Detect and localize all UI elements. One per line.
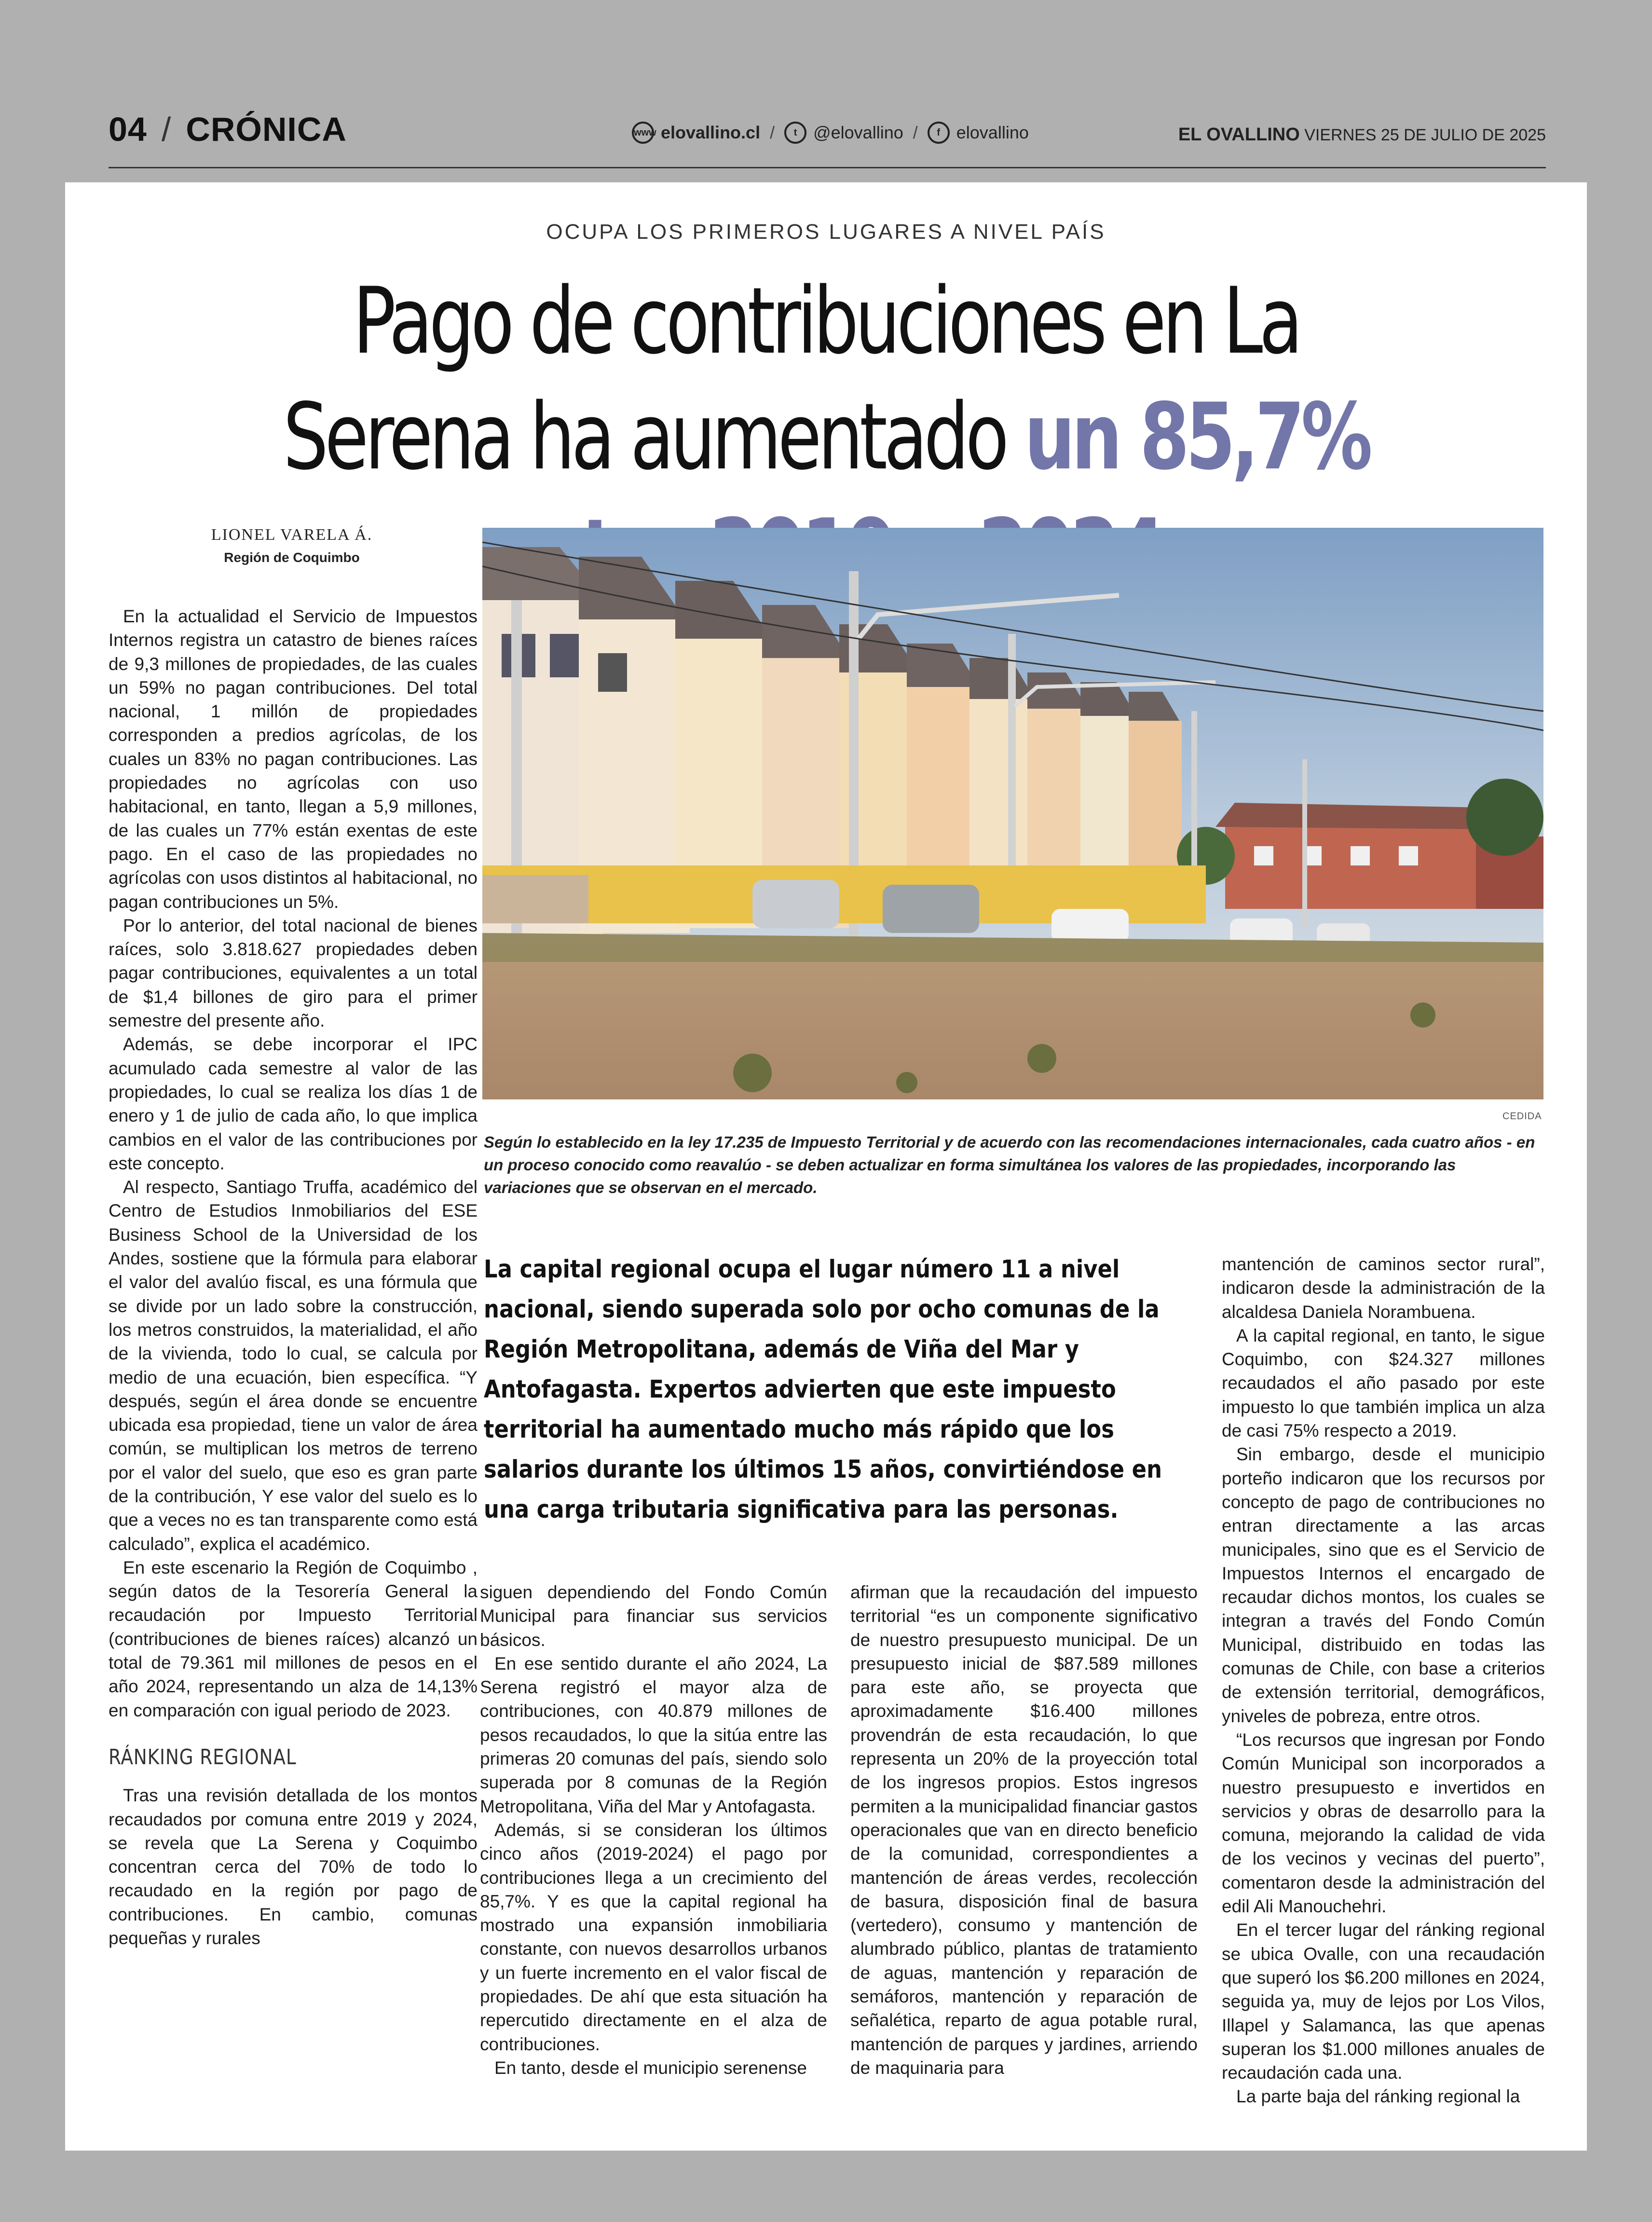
header-divider	[109, 167, 1546, 168]
section-label	[109, 110, 347, 149]
paragraph: En la actualidad el Servicio de Impuestos Internos registra un catastro de bienes raíces de 9,3 millones de propiedades, de las cuales un 59% no pagan contribuciones. Del total nacional, 1 millón de propiedades corresponden a predios agrícolas, de los cuales un 83% no pagan contribuciones. Las propiedades no agrícolas con uso habitacional, en tanto, llegan a 5,9 millones, de las cuales un 77% están exentas de este pago. En el caso de las propiedades no agrícolas con usos distintos al habitacional, no pagan contribuciones un 5%.	[109, 606, 478, 912]
photo-credit: CEDIDA	[1502, 1111, 1542, 1122]
social-links	[632, 122, 1029, 144]
body-column-4	[1222, 1252, 1545, 2109]
body-column-2	[480, 1580, 827, 2080]
issue-date: VIERNES 25 DE JULIO DE 2025	[1304, 126, 1546, 144]
article-page	[65, 182, 1587, 2151]
article-photo	[482, 528, 1543, 1099]
paragraph: A la capital regional, en tanto, le sigue Coquimbo, con $24.327 millones recaudados el año pasado por este impuesto lo que también implica un alza de casi 75% respecto a 2019.	[1222, 1325, 1545, 1441]
author-name: LIONEL VARELA Á.	[211, 526, 373, 544]
headline-highlight: un 85,7%	[1024, 384, 1369, 490]
paragraph: Tras una revisión detallada de los montos recaudados por comuna entre 2019 y 2024, se revela que La Serena y Coquimbo concentran cerca del 70% de todo lo recaudado en la región por pago de contribuciones. En cambio, comunas pequeñas y rurales	[109, 1785, 478, 1948]
paragraph: En el tercer lugar del ránking regional se ubica Ovalle, con una recaudación que superó los $6.200 millones en 2024, seguida ya, muy de lejos por Los Vilos, Illapel y Salamanca, las que apenas superan los $1.000 millones anuales de recaudación cada una.	[1222, 1920, 1545, 2083]
section-name: CRÓNICA	[186, 110, 347, 148]
article-lead: La capital regional ocupa el lugar número 11 a nivel nacional, siendo superada solo por ocho comunas de la Región Metropolitana, además de Viña del Mar y Antofagasta. Expertos advierten que este impuesto territorial ha aumentado mucho más rápido que los salarios durante los últimos 15 años, convirtiéndose en una carga tributaria significativa para las personas.	[484, 1255, 1162, 1524]
body-column-1	[109, 604, 478, 1950]
social-separator: /	[770, 123, 775, 142]
paragraph: afirman que la recaudación del impuesto territorial “es un componente significativo de nuestro presupuesto municipal. De un presupuesto inicial de $87.589 millones para este año, se proyecta que aproximadamente $16.400 millones provendrán de esta recaudación, lo que representa un 20% de la proyección total de los ingresos propios. Estos ingresos permiten a la municipalidad financiar gastos operacionales que van en directo beneficio de la comunidad, correspondientes a mantención de áreas verdes, recolección de basura, disposición final de basura (vertedero), consumo y mantención de alumbrado público, plantas de tratamiento de aguas, mantención y reparación de semáforos, mantención y reparación de señalética, reparto de agua potable rural, mantención de parques y jardines, arriendo de maquinaria para	[850, 1582, 1198, 2078]
photo-caption: Según lo establecido en la ley 17.235 de Impuesto Territorial y de acuerdo con las recomendaciones internacionales, cada cuatro años - en un proceso conocido como reavalúo - se deben actualizar en forma simultánea los valores de las propiedades, incorporando las variaciones que se observan en el mercado.	[484, 1133, 1535, 1196]
paragraph: Además, se debe incorporar el IPC acumulado cada semestre al valor de las propiedades, lo cual se realiza los días 1 de enero y 1 de julio de cada año, lo que implica cambios en el valor de las contribuciones por este concepto.	[109, 1034, 478, 1173]
facebook-icon: f	[928, 122, 950, 144]
paragraph: La parte baja del ránking regional la	[1236, 2086, 1520, 2107]
paragraph: En tanto, desde el municipio serenense	[494, 2057, 807, 2078]
facebook-handle[interactable]: elovallino	[956, 123, 1029, 142]
section-subhead: RÁNKING REGIONAL	[109, 1744, 297, 1769]
paragraph: mantención de caminos sector rural”, indicaron desde la administración de la alcaldesa Daniela Norambuena.	[1222, 1254, 1545, 1322]
paper-name: EL OVALLINO	[1178, 124, 1300, 145]
twitter-icon: t	[784, 122, 806, 144]
paragraph: En este escenario la Región de Coquimbo , según datos de la Tesorería General la recaudación por Impuesto Territorial (contribuciones de bienes raíces) alcanzó un total de 79.361 mil millones de pesos en el año 2024, representando un alza de 14,13% en comparación con igual periodo de 2023.	[109, 1557, 478, 1720]
housing-street-photo	[482, 528, 1543, 1099]
page-number: 04	[109, 110, 147, 148]
paragraph: Sin embargo, desde el municipio porteño indicaron que los recursos por concepto de pago de contribuciones no entran directamente a las arcas municipales, sino que es el Servicio de Impuestos Internos el encargado de recaudar dichos montos, los cuales se integran a través del Fondo Común Municipal, distribuido en todas las comunas de Chile, con base a criterios de extensión territorial, demográficos, yniveles de pobreza, entre otros.	[1222, 1444, 1545, 1726]
issue-info	[1178, 124, 1546, 145]
paragraph: En ese sentido durante el año 2024, La Serena registró el mayor alza de contribuciones, con 40.879 millones de pesos recaudados, lo que la sitúa entre las primeras 20 comunas del país, siendo solo superada por 8 comunas de la Región Metropolitana, Viña del Mar y Antofagasta.	[480, 1653, 827, 1816]
paragraph: Además, si se consideran los últimos cinco años (2019-2024) el pago por contribuciones llega a un crecimiento del 85,7%. Y es que la capital regional ha mostrado una expansión inmobiliaria constante, con nuevos desarrollos urbanos y un fuerte incremento en el valor fiscal de propiedades. De ahí que esta situación ha repercutido directamente en el alza de contribuciones.	[480, 1820, 827, 2054]
site-link[interactable]: elovallino.cl	[661, 123, 761, 142]
article-kicker: OCUPA LOS PRIMEROS LUGARES A NIVEL PAÍS	[546, 220, 1106, 244]
twitter-handle[interactable]: @elovallino	[813, 123, 903, 142]
globe-icon: www	[632, 122, 654, 144]
page-header	[0, 0, 1652, 169]
author-region: Región de Coquimbo	[224, 550, 360, 565]
paragraph: Al respecto, Santiago Truffa, académico del Centro de Estudios Inmobiliarios del ESE Business School de la Universidad de los Andes, sostiene que la fórmula para elaborar el valor del avalúo fiscal, es una fórmula que se divide por un lado sobre la construcción, los metros construidos, la materialidad, el año de la vivienda, todo lo cual, se calcula por medio de una ecuación, bien específica. “Y después, según el área donde se encuentre ubicada esa propiedad, tiene un valor de área común, se multiplican los metros de terreno por el valor del suelo, que eso es gran parte de la contribución, Y ese valor del suelo es lo que a veces no es tan transparente como está calculado”, explica el académico.	[109, 1177, 478, 1554]
paragraph: siguen dependiendo del Fondo Común Municipal para financiar sus servicios básicos.	[480, 1582, 827, 1650]
headline-main: Pago de contribuciones en La Serena ha aumentado	[283, 268, 1299, 490]
social-separator: /	[913, 123, 918, 142]
section-separator: /	[161, 110, 172, 148]
paragraph: Por lo anterior, del total nacional de bienes raíces, solo 3.818.627 propiedades deben pagar contribuciones, equivalentes a un total de $1,4 billones de giro para el primer semestre del presente año.	[109, 915, 478, 1031]
paragraph: “Los recursos que ingresan por Fondo Común Municipal son incorporados a nuestro presupuesto e invertidos en servicios y obras de desarrollo para la comuna, mejorando la calidad de vida de los vecinos y vecinas del puerto”, comentaron desde la administración del edil Ali Manouchehri.	[1222, 1729, 1545, 1917]
body-column-3	[850, 1580, 1198, 2080]
